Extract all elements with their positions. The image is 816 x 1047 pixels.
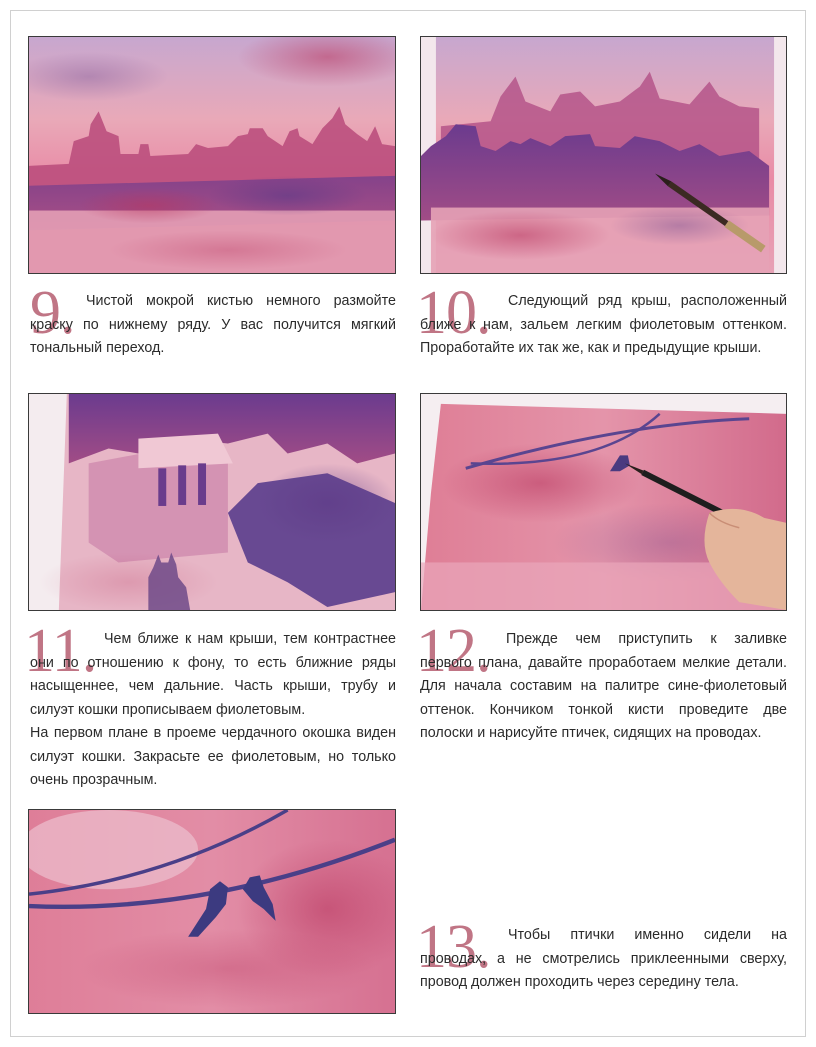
step-10-text: Следующий ряд крыш, расположенный ближе к нам, зальем легким фиолетовым оттенком. Проработайте их так же, как и предыдущие крыши. bbox=[420, 293, 787, 356]
step-10-photo bbox=[420, 36, 787, 274]
step-9-photo bbox=[28, 36, 396, 274]
step-9-number: 9. bbox=[30, 279, 75, 347]
step-13-photo bbox=[28, 809, 396, 1014]
step-13-text: Чтобы птички именно сидели на проводах, а не смотрелись приклеенными сверху, провод должен проходить через середину тела. bbox=[420, 927, 787, 990]
step-9-text: Чистой мокрой кистью немного размойте краску по нижнему ряду. У вас получится мягкий тональный переход. bbox=[30, 293, 396, 356]
step-11-photo bbox=[28, 393, 396, 611]
step-12-text: Прежде чем приступить к заливке первого плана, давайте проработаем мелкие детали. Для начала составим на палитре сине-фиолетовый оттенок. Кончиком тонкой кисти проведите две полоски и нарисуйте птичек, сидящих на проводах. bbox=[420, 631, 787, 741]
step-11-text: Чем ближе к нам крыши, тем контрастнее они по отношению к фону, то есть ближние ряды насыщеннее, чем дальние. Часть крыши, трубу и силуэт кошки прописываем фиолетовым. На первом плане в проеме чердачного окошка виден силуэт кошки. Закрасьте ее фиолетовым, но только очень прозрачным. bbox=[30, 631, 396, 788]
step-13-number: 13. bbox=[416, 913, 491, 981]
step-10-number: 10. bbox=[416, 279, 491, 347]
step-11-number: 11. bbox=[24, 617, 97, 685]
step-12-number: 12. bbox=[416, 617, 491, 685]
step-12-photo bbox=[420, 393, 787, 611]
